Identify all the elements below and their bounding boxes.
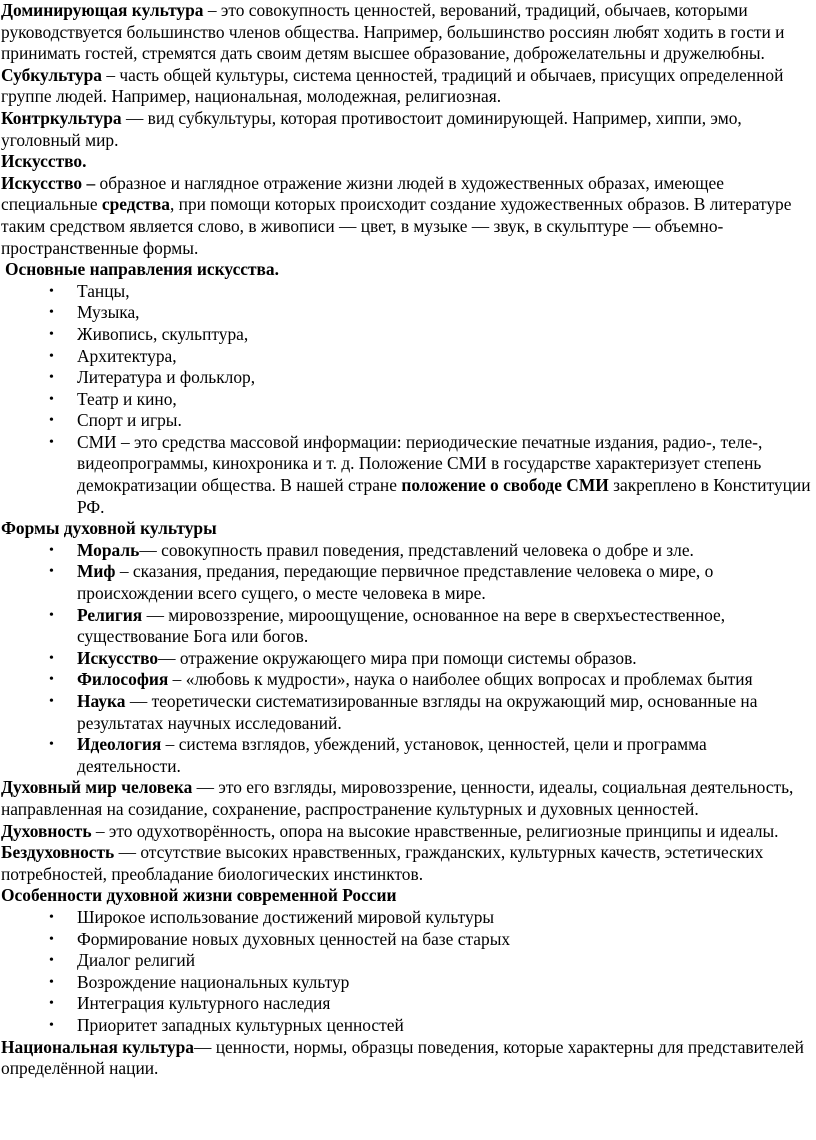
list-item-text: Интеграция культурного наследия (77, 993, 331, 1014)
list-item (1, 410, 812, 432)
definition: — вид субкультуры, которая противостоит доминирующей. Например, хиппи, эмо, уголовный мир. (1, 107, 742, 150)
bullet-icon: • (49, 283, 54, 299)
list-item-text: СМИ – это средства массовой информации: периодические печатные издания, радио-, теле-, видеопрограммы, кинохроника и т. д. Положение СМИ в государстве характеризует степень демократизации общества. В нашей стране (77, 431, 763, 496)
list-item (1, 561, 812, 604)
list-item-text: Музыка, (77, 302, 140, 323)
list-item-text: Литература и фольклор, (77, 367, 256, 388)
list-item (1, 648, 812, 670)
heading-russia: Особенности духовной жизни современной России (1, 885, 397, 906)
list-item (1, 1015, 812, 1037)
paragraph-art-definition (1, 173, 812, 259)
term: Наука (77, 691, 126, 711)
bullet-icon: • (49, 391, 54, 407)
list-item (1, 669, 812, 691)
list-item (1, 605, 812, 648)
list-item (1, 691, 812, 734)
list-item (1, 972, 812, 994)
list-forms (1, 540, 812, 778)
bullet-icon: • (49, 413, 54, 429)
list-item-text: Возрождение национальных культур (77, 971, 350, 992)
definition-part: , при помощи которых происходит создание художественных образов. В литературе таким средством является слово, в живописи — цвет, в музыке — звук, в скульптуре — объемно-пространственные формы. (1, 194, 792, 258)
definition-part: образное и наглядное отражение жизни людей в художественных образах, имеющее специальные (1, 172, 724, 215)
term-inline: положение о свободе СМИ (401, 475, 609, 496)
list-item-smi (1, 432, 812, 518)
term: Искусство (77, 647, 159, 668)
list-item-text: Приоритет западных культурных ценностей (77, 1014, 404, 1035)
term-inline: средства (101, 194, 170, 215)
bullet-icon: • (49, 672, 54, 688)
list-art-directions (1, 281, 812, 519)
list-item (1, 540, 812, 562)
list-item (1, 302, 812, 324)
paragraph-national-culture (1, 1037, 812, 1080)
list-item (1, 734, 812, 777)
bullet-icon: • (49, 564, 54, 580)
list-item (1, 389, 812, 411)
bullet-icon: • (49, 909, 54, 925)
paragraph-lack-of-spirituality (1, 842, 812, 885)
list-item (1, 929, 812, 951)
list-item (1, 907, 812, 929)
paragraph-dominant-culture (1, 0, 812, 65)
definition: — мировоззрение, мироощущение, основанное на вере в сверхъестественное, существование Бога или богов. (77, 604, 726, 647)
heading-art: Искусство. (1, 151, 87, 172)
definition: — отсутствие высоких нравственных, гражданских, культурных качеств, эстетических потребностей, преобладание биологических инстинктов. (1, 842, 764, 884)
bullet-icon: • (49, 348, 54, 364)
definition: – это совокупность ценностей, верований, традиций, обычаев, которыми руководствуется большинство членов общества. Например, большинство россиян любят ходить в гости и принимать гостей, стремятся дать своим детям высшее образование, доброжелательны и дружелюбны. (1, 0, 785, 64)
term: Искусство – (1, 172, 96, 193)
list-russia-features (1, 907, 812, 1037)
list-item (1, 346, 812, 368)
bullet-icon: • (49, 305, 54, 321)
list-item-text: закреплено в Конституции РФ. (77, 475, 811, 517)
list-item-text: Архитектура, (77, 345, 177, 366)
paragraph-spirituality (1, 821, 812, 843)
bullet-icon: • (49, 542, 54, 558)
list-item (1, 324, 812, 346)
list-item-text: Танцы, (77, 280, 130, 301)
definition: — это его взгляды, мировоззрение, ценности, идеалы, социальная деятельность, направленная на созидание, сохранение, распространение культурных и духовных ценностей. (1, 777, 794, 819)
term: Бездуховность (1, 842, 115, 863)
bullet-icon: • (49, 996, 54, 1012)
definition: – это одухотворённость, опора на высокие нравственные, религиозные принципы и идеалы. (91, 820, 779, 841)
list-item-text: Театр и кино, (77, 388, 177, 409)
list-item (1, 950, 812, 972)
bullet-icon: • (49, 607, 54, 623)
list-item-text: Спорт и игры. (77, 410, 182, 431)
heading-art-directions: Основные направления искусства. (5, 259, 279, 280)
definition: — ценности, нормы, образцы поведения, которые характерны для представителей определённой нации. (1, 1036, 804, 1079)
paragraph-spiritual-world (1, 777, 812, 820)
term: Мораль (77, 539, 140, 560)
term: Философия (77, 669, 169, 690)
definition: — отражение окружающего мира при помощи системы образов. (158, 647, 637, 668)
term: Национальная культура (1, 1036, 194, 1057)
list-item-text: Живопись, скульптура, (77, 323, 249, 344)
bullet-icon: • (49, 1017, 54, 1033)
definition: — теоретически систематизированные взгляды на окружающий мир, основанные на результатах научных исследований. (77, 691, 758, 733)
list-item (1, 367, 812, 389)
bullet-icon: • (49, 370, 54, 386)
term: Идеология (77, 734, 162, 755)
list-item-text: Формирование новых духовных ценностей на базе старых (77, 928, 511, 949)
bullet-icon: • (49, 931, 54, 947)
list-item-text: Широкое использование достижений мировой культуры (77, 906, 495, 927)
bullet-icon: • (49, 650, 54, 666)
bullet-icon: • (49, 694, 54, 709)
term: Духовность (1, 820, 92, 841)
bullet-icon: • (49, 434, 54, 450)
term: Контркультура (1, 107, 122, 128)
definition: – часть общей культуры, система ценностей, традиций и обычаев, присущих определенной группе людей. Например, национальная, молодежная, религиозная. (1, 64, 784, 107)
term: Миф (77, 561, 116, 582)
term: Религия (77, 604, 143, 625)
term: Доминирующая культура (1, 0, 204, 20)
paragraph-counterculture (1, 108, 812, 151)
bullet-icon: • (49, 326, 54, 342)
definition: – сказания, предания, передающие первичное представление человека о мире, о происхождении всего сущего, о месте человека в мире. (77, 561, 714, 604)
paragraph-subculture (1, 65, 812, 108)
term: Субкультура (1, 64, 102, 85)
list-item (1, 281, 812, 303)
list-item (1, 993, 812, 1015)
term: Духовный мир человека (1, 777, 193, 798)
bullet-icon: • (49, 737, 54, 753)
definition: – система взглядов, убеждений, установок, ценностей, цели и программа деятельности. (77, 734, 707, 776)
definition: – «любовь к мудрости», наука о наиболее общих вопросах и проблемах бытия (168, 669, 753, 690)
bullet-icon: • (49, 953, 54, 969)
definition: — совокупность правил поведения, представлений человека о добре и зле. (139, 539, 694, 560)
list-item-text: Диалог религий (77, 950, 196, 971)
heading-forms: Формы духовной культуры (1, 518, 217, 539)
bullet-icon: • (49, 974, 54, 990)
